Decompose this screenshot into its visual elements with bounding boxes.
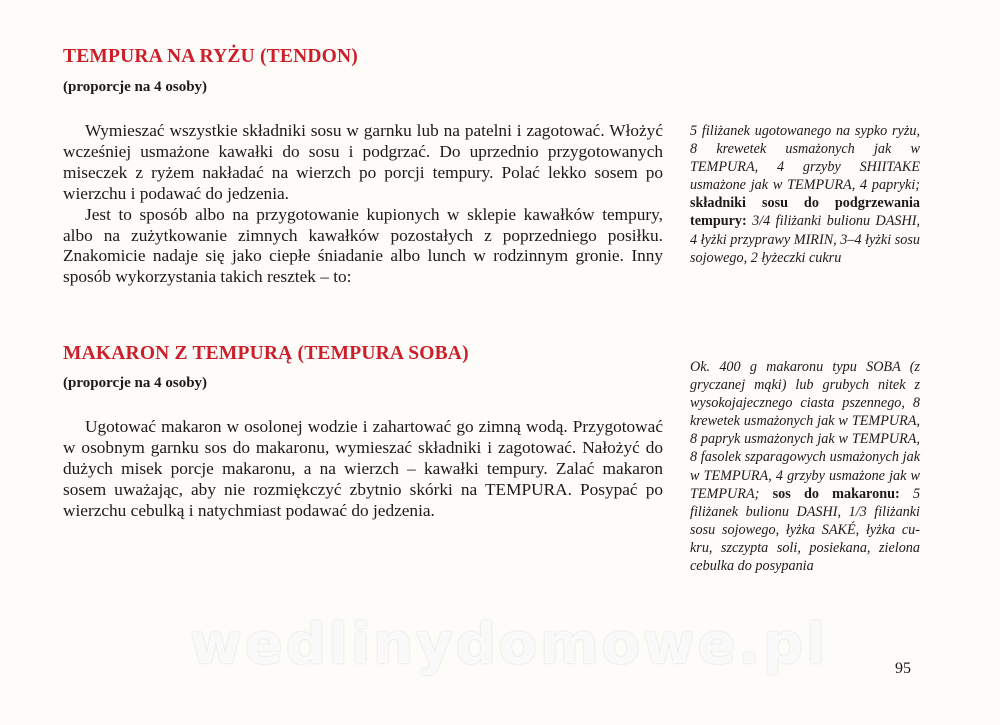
- recipe-title-tempura-soba: MAKARON Z TEMPURĄ (TEMPURA SOBA): [63, 343, 469, 364]
- recipe-body-tendon: [63, 121, 663, 288]
- recipe-body-tempura-soba: [63, 417, 663, 522]
- recipe-title-tendon: TEMPURA NA RYŻU (TENDON): [63, 46, 358, 67]
- ingredients-list: Ok. 400 g makaronu typu SOBA (z gryczanej mąki) lub grubych nitek z wysokojajecznego ciasta pszennego, 8 krewetek usmażonych jak w TEMPURA, 8 papryk usmażonych jak w TEMPURA, 8 fasolek szparagowych usmażonych jak w TEMPURA, 4 grzyby usmażone jak w TEMPURA;: [690, 359, 920, 502]
- portions-tendon: (proporcje na 4 osoby): [63, 79, 208, 95]
- sauce-label: sos do makaronu:: [772, 485, 900, 502]
- portions-tempura-soba: (proporcje na 4 osoby): [63, 375, 208, 391]
- ingredients-tendon: [690, 122, 920, 267]
- ingredients-tempura-soba: [690, 358, 920, 575]
- sauce-label: składniki sosu do podgrzewania tempury:: [690, 195, 920, 230]
- page-number: 95: [895, 660, 911, 677]
- paragraph: Wymieszać wszystkie składniki sosu w garnku lub na patelni i zagotować. Włożyć wcześniej usmażone kawałki do sosu i podgrzać. Do uprzednio przygotowanych miseczek z ryżem nakładać na wierzch po porcji tempury. Polać lekko sosem po wierzchu i podawać do jedzenia.: [63, 121, 663, 203]
- paragraph: Jest to sposób albo na przygotowanie kupionych w sklepie kawałków tempury, albo na zużytkowanie zimnych kawałków pozostałych z poprzedniego posiłku. Znakomicie nadaje się jako ciepłe śniadanie albo lunch w rodzinnym gronie. Inny sposób wykorzystania takich resztek – to:: [63, 204, 663, 287]
- ingredients-list: 5 filiżanek ugotowanego na sypko ryżu, 8 krewetek usmażonych jak w TEMPURA, 4 grzyby SHIITAKE usmażone jak w TEMPURA, 4 papryki;: [690, 123, 920, 194]
- paragraph: Ugotować makaron w osolonej wodzie i zahartować go zimną wodą. Przygotować w osobnym garnku sos do makaronu, wymieszać składniki i zagotować. Nałożyć do dużych misek porcje makaronu, a na wierzch – kawałki tempury. Zalać makaron sosem uważając, aby nie rozmiękczyć zbytnio skórki na TEMPURA. Posypać po wierzchu cebulką i natychmiast podawać do jedzenia.: [63, 417, 663, 520]
- watermark: wedlinydomowe.pl: [190, 612, 829, 677]
- sauce-ingredients: 5 filiżanek bulionu DASHI, 1/3 filiżanki sosu sojowego, łyżka SAKÉ, łyżka cukru, szczypta soli, posiekana, zielona cebulka do posypania: [690, 485, 921, 575]
- sauce-ingredients: 3/4 filiżanki bulionu DASHI, 4 łyżki przyprawy MIRIN, 3–4 łyżki sosu sojowego, 2 łyżeczki cukru: [690, 213, 920, 266]
